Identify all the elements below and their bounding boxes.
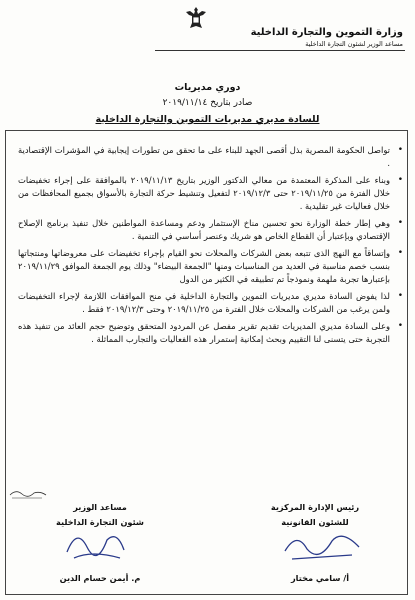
bullet-icon: • xyxy=(397,175,403,185)
signer-name: أ/ سامي مختار xyxy=(290,573,350,583)
addressee: للسادة مديري مديريات التموين والتجارة الداخلية xyxy=(95,114,320,125)
list-item: • وعلى السادة مديري المديريات تقديم تقرير مفصل عن المردود المتحقق وتوضيح حجم العائد من تنفيذ هذه التجربة حتى يتسنى لنا التقييم وبحث إمكانية إستمرار هذه الفعاليات والتجارب المماثلة . xyxy=(18,321,403,344)
list-item: • تواصل الحكومة المصرية بذل أقصى الجهد للبناء على ما تحقق من تطورات إيجابية في المؤشرات الإقتصادية . xyxy=(18,145,403,168)
signer-title: مساعد الوزير xyxy=(73,502,127,512)
signature-scribble-icon xyxy=(277,525,367,569)
bullet-icon: • xyxy=(397,291,403,301)
office-name: مساعد الوزير لشئون التجارة الداخلية xyxy=(305,40,403,48)
signature-scribble-icon xyxy=(62,522,132,566)
signer-department: شئون التجارة الداخلية xyxy=(56,517,144,527)
list-item: • وبناء على المذكرة المعتمدة من معالي الدكتور الوزير بتاريخ ٢٠١٩/١١/١٣ بالموافقة على إجراء تخفيضات خلال الفترة من ٢٠١٩/١١/٢٥ حتى ٢٠١٩/١٢/٣ لتفعيل وتنشيط حركة التجارة بالأسواق بجميع المحافظات من خلال فعاليات غير تقليدية . xyxy=(18,175,403,211)
signer-title: رئيس الإدارة المركزية xyxy=(270,502,360,512)
ministry-name: وزارة التموين والتجارة الداخلية xyxy=(250,27,403,38)
handwritten-note-icon xyxy=(8,486,48,500)
bullet-icon: • xyxy=(397,145,403,155)
doc-type: دوري مديريات xyxy=(174,82,241,93)
list-item: • وهي إطار خطة الوزارة نحو تحسين مناخ الإستثمار ودعم ومساعدة المواطنين خلال تنفيذ برنامج الإصلاح الإقتصادي وبإعتبار أن القطاع الخاص هو شريك وعنصر أساسي في التنمية . xyxy=(18,218,403,241)
header-divider xyxy=(155,50,405,51)
list-item: • وإتساقاً مع النهج الذى تتبعه بعض الشركات والمحلات نحو القيام بإجراء تخفيضات على معروضاتها ومنتجاتها بنسب خصم مناسبة في العديد من المناسبات ومنها "الجمعة البيضاء" وذلك يوم الجمعة الموافق ٢٠١٩/١١/٢٩ بإعتبارها تجربة ملهمة ونموذجاً تم تطبيقه في الكثير من الدول xyxy=(18,248,403,284)
bullet-icon: • xyxy=(397,321,403,331)
signer-name: م. أيمن حسام الدين xyxy=(59,573,141,583)
bullet-icon: • xyxy=(397,248,403,258)
list-item: • لذا يفوض السادة مديري مديريات التموين والتجارة الداخلية في منح الموافقات اللازمة لإجراء التخفيضات ولمن يرغب من الشركات والمحلات خلال الفترة من ٢٠١٩/١١/٢٥ وحتى ٢٠١٩/١٢/٣ فقط . xyxy=(18,291,403,314)
bullet-list xyxy=(18,144,403,350)
signer-department: للشئون القانونية xyxy=(281,517,349,527)
issue-date: صادر بتاريخ ٢٠١٩/١١/١٤ xyxy=(162,98,253,108)
bullet-icon: • xyxy=(397,218,403,228)
